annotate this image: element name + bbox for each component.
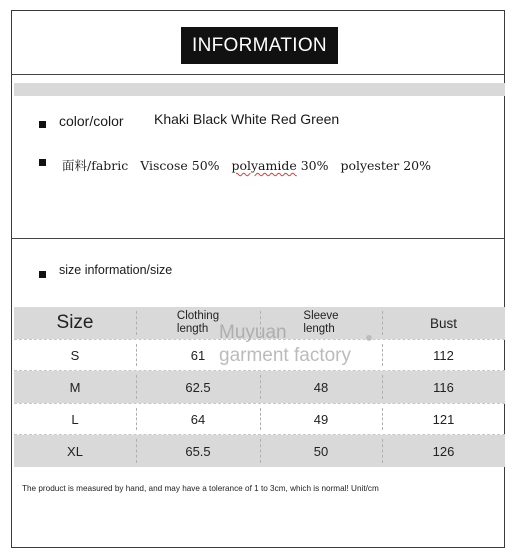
header-sleeve-line1: Sleeve: [303, 310, 339, 322]
fabric-polyamide: polyamide: [231, 158, 297, 173]
fabric-viscose: Viscose 50%: [140, 158, 220, 173]
watermark-line1: Muyuan: [219, 322, 287, 343]
header-band: [14, 83, 505, 96]
fabric-label: 面料/fabric: [62, 158, 129, 173]
cell-sleeve-length: 50: [260, 435, 382, 467]
cell-size: S: [70, 347, 80, 363]
table-header-row: [14, 307, 505, 339]
bullet-icon: [39, 159, 46, 166]
color-values: Khaki Black White Red Green: [154, 111, 340, 127]
cell-size: M: [69, 379, 81, 395]
color-label: color/color: [59, 113, 124, 129]
table-row: [14, 403, 505, 435]
fabric-polyamide-pct: 30%: [296, 158, 329, 173]
header-clothing-line2: length: [176, 323, 209, 335]
header-clothing-line1: Clothing: [176, 310, 220, 322]
divider: [11, 238, 505, 239]
cell-size: XL: [67, 443, 83, 459]
cell-bust: 116: [382, 371, 505, 403]
header-bust: Bust: [382, 307, 505, 339]
size-table: [14, 307, 505, 467]
fabric-polyester: polyester 20%: [340, 158, 431, 173]
cell-bust: 112: [382, 340, 505, 370]
cell-clothing-length: 64: [136, 404, 260, 434]
color-row: [59, 111, 340, 129]
section-title: INFORMATION: [181, 27, 338, 64]
cell-clothing-length: 62.5: [136, 371, 260, 403]
fabric-row: [62, 156, 431, 174]
size-info-label: size information/size: [59, 263, 173, 277]
bullet-icon: [39, 121, 46, 128]
cell-clothing-length: 61: [136, 340, 260, 370]
cell-sleeve-length: 49: [260, 404, 382, 434]
cell-size: L: [71, 411, 79, 427]
measurement-note: The product is measured by hand, and may have a tolerance of 1 to 3cm, which is normal! Unit/cm: [22, 484, 379, 493]
cell-sleeve-length: 48: [260, 371, 382, 403]
table-row: [14, 371, 505, 403]
watermark-dot-icon: [366, 335, 372, 341]
table-row: [14, 339, 505, 371]
watermark-line2: garment factory: [219, 345, 351, 366]
cell-clothing-length: 65.5: [136, 435, 260, 467]
header-clothing-length: [136, 307, 260, 339]
cell-bust: 126: [382, 435, 505, 467]
table-row: [14, 435, 505, 467]
header-size: Size: [56, 312, 94, 333]
header-sleeve-length: [260, 307, 382, 339]
bullet-icon: [39, 271, 46, 278]
cell-sleeve-length: [260, 340, 382, 370]
divider: [11, 74, 505, 75]
cell-bust: 121: [382, 404, 505, 434]
header-sleeve-line2: length: [303, 323, 335, 335]
